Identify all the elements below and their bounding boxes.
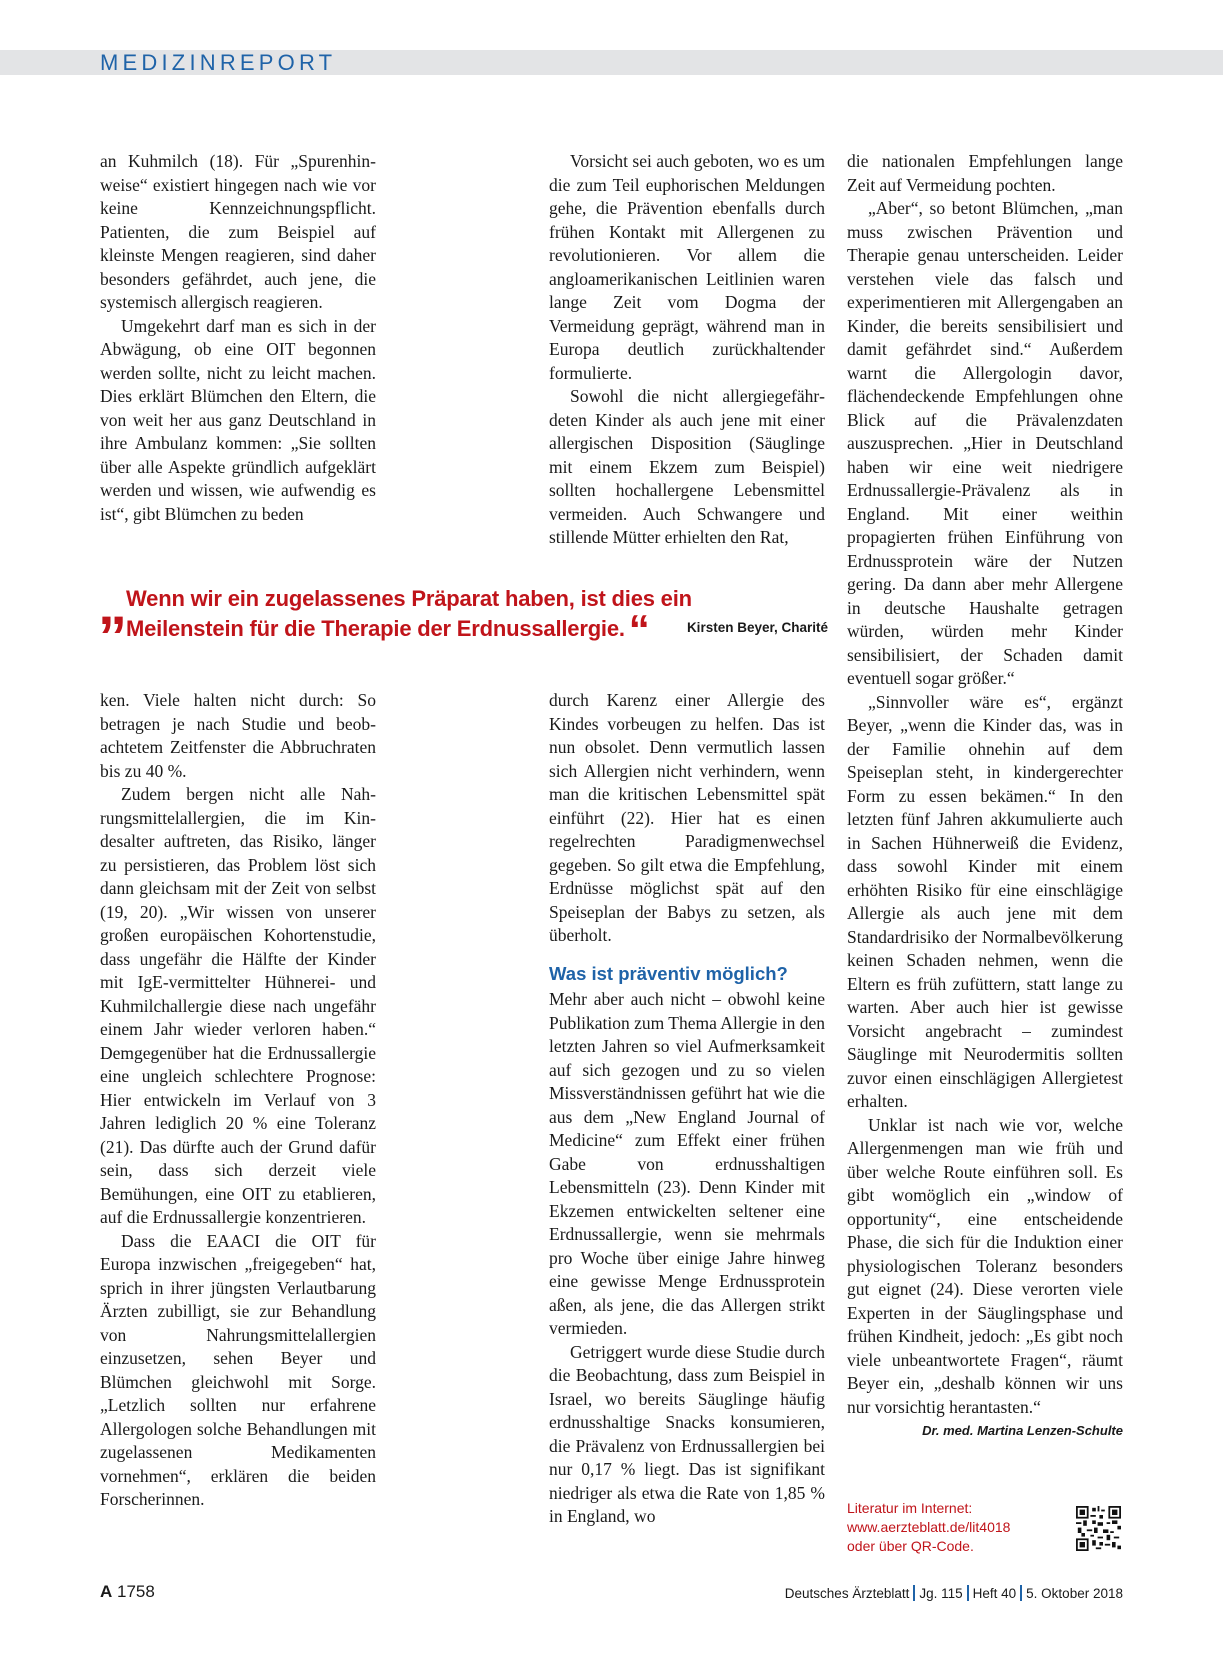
paragraph: Dass die EAACI die OIT für Europa inzwischen „freigegeben“ hat, sprich in ihrer jüngsten Verlautbarung Ärzten zubilligt, sie zur Behandlung von Nahrungsmittelallergien einzusetzen, sehen Beyer und Blümchen gleichwohl mit Sorge. „Letzlich sollten nur erfahrene Allergologen solche Behandlungen mit zugelassenen Medikamenten vornehmen“, erklären die beiden Forscherinnen. [100,1230,376,1509]
separator [913,1585,915,1601]
publication-info [785,1585,1123,1601]
paragraph: Getriggert wurde diese Studie durch die Beobachtung, dass zum Beispiel in Israel, wo bereits Säuglinge häufig erdnusshaltige Snacks konsumieren, die Prävalenz von Erdnussallergien bei nur 0,17 % liegt. Das ist signifikant niedriger als etwa die Rate von 1,85 % in England, wo [549,1341,825,1526]
column-1-top [100,150,376,526]
quote-author: Kirsten Beyer, Charité [686,620,828,635]
literature-qr-hint: oder über QR-Code. [847,1538,974,1554]
edition-letter: A [100,1582,113,1601]
page-number [100,1582,155,1602]
paragraph: Vorsicht sei auch geboten, wo es um die zum Teil euphorischen Meldungen gehe, die Prävention ebenfalls durch frühen Kontakt mit Allergenen zu revolutionieren. Vor allem die angloamerikanischen Leitlinien waren lange Zeit vom Dogma der Vermeidung geprägt, während man in Europa deutlich zurückhaltender formulierte. [549,151,825,383]
column-1-bottom [100,689,376,1512]
quote-close-mark-icon: “ [628,606,650,653]
paragraph: die nationalen Empfehlungen lange Zeit auf Vermeidung pochten. [847,151,1123,195]
author-signature: Dr. med. Martina Lenzen-Schulte [922,1423,1123,1438]
issue-date: 5. Oktober 2018 [1026,1586,1123,1601]
paragraph: Zudem bergen nicht alle Nahrungsmittelallergien, die im Kindesalter auftreten, das Risiko, länger zu persistieren, das Problem löst sich dann gleichsam mit der Zeit von selbst (19, 20). „Wir wissen von unserer großen europäischen Kohortenstudie, dass ungefähr die Hälfte der Kinder mit IgE-vermittelter Hühnerei- und Kuhmilchallergie diese nach ungefähr einem Jahr wieder verloren haben.“ Demgegenüber hat die Erdnussallergie eine ungleich schlechtere Prognose: Hier entwickeln im Verlauf von 3 Jahren lediglich 20 % eine Toleranz (21). Das dürfte auch der Grund dafür sein, dass sich derzeit viele Bemühungen, eine OIT zu etablieren, auf die Erdnussallergie konzentrieren. [100,784,376,1227]
paragraph: ken. Viele halten nicht durch: So betragen je nach Studie und beobachtetem Zeitfenster die Abbruchraten bis zu 40 %. [100,690,376,781]
volume: Jg. 115 [919,1586,963,1601]
paragraph: Mehr aber auch nicht – obwohl keine Publikation zum Thema Allergie in den letzten Jahren so viel Aufmerksamkeit auf sich gezogen und zu so vielen Missverständnissen geführt hat wie die aus dem „New England Journal of Medicine“ zum Effekt einer frühen Gabe von erdnusshaltigen Lebensmitteln (23). Denn Kinder mit Ekzemen entwickelten seltener eine Erdnussallergie, wenn sie mehrmals pro Woche über einige Jahre hinweg eine gewisse Menge Erdnussprotein aßen, als jene, die das Allergen strikt vermieden. [549,989,825,1338]
paragraph: an Kuhmilch (18). Für „Spurenhinweise“ existiert hingegen nach wie vor keine Kennzeichnungspflicht. Patienten, die zum Beispiel auf kleinste Mengen reagieren, sind daher besonders gefährdet, auch jene, die systemisch allergisch reagieren. [100,151,376,312]
column-2-bottom [549,689,825,1529]
separator [967,1585,969,1601]
subheading: Was ist präventiv möglich? [549,962,788,984]
journal-name: Deutsches Ärzteblatt [784,1586,910,1601]
column-3 [847,150,1123,1441]
paragraph: durch Karenz einer Allergie des Kindes vorbeugen zu helfen. Das ist nun obsolet. Denn vermutlich lassen sich Allergien nicht verhindern, wenn man die kritischen Lebensmittel spät einführt (22). Hier hat es einen regelrechten Paradigmenwechsel gegeben. So gilt etwa die Empfehlung, Erdnüsse möglichst spät auf den Speiseplan der Babys zu setzen, als überholt. [549,690,825,945]
quote-line-2: Meilenstein für die Therapie der Erdnussallergie. [126,616,625,641]
quote-open-mark-icon: „ [98,572,127,637]
pull-quote [98,572,828,653]
paragraph: „Sinnvoller wäre es“, ergänzt Beyer, „wenn die Kinder das, was in der Familie ohnehin auf dem Speiseplan steht, in kindergerechter Form zu essen bekämen.“ In den letzten fünf Jahren akkumulierte auch in Sachen Hühnerweiß die Evidenz, dass sowohl Kinder mit einem erhöhten Risiko für eine einschlägige Allergie als auch jene mit dem Standardrisiko der Normalbevölkerung keinen Schaden nehmen, wenn die Eltern es früh zufüttern, statt lange zu warten. Aber auch hier ist gewisse Vorsicht angebracht – zumindest Säuglinge mit Neurodermitis sollten zuvor einen einschlägigen Allergietest erhalten. [847,691,1123,1111]
literature-link[interactable]: www.aerzteblatt.de/lit4018 [847,1519,1011,1535]
paragraph: Umgekehrt darf man es sich in der Abwägung, ob eine OIT begonnen werden sollte, nicht zu leicht machen. Dies erklärt Blümchen den Eltern, die von weit her aus ganz Deutschland in ihre Ambulanz kommen: „Sie sollten über alle Aspekte gründlich aufgeklärt werden und wissen, wie aufwendig es ist“, gibt Blümchen zu beden [100,315,376,524]
column-2-top [549,150,825,550]
paragraph: „Aber“, so betont Blümchen, „man muss zwischen Prävention und Therapie genau unterscheiden. Leider verstehen viele das falsch und experimentieren mit Allergengaben an Kinder, die bereits sensibilisiert und damit gefährdet sind.“ Außerdem warnt die Allergologin davor, flächendeckende Empfehlungen ohne Blick auf die Prävalenzdaten auszusprechen. „Hier in Deutschland haben wir eine weit niedrigere Erdnussallergie-Prävalenz als in England. Mit einer weithin propagierten frühen Einführung von Erdnussprotein wäre der Nutzen gering. Da dann aber mehr Allergene in deutsche Haushalte getragen würden, würden mehr Kinder sensibilisiert, der Schaden damit eventuell sogar größer.“ [847,198,1123,688]
separator [1020,1585,1022,1601]
section-label: MEDIZINREPORT [100,50,337,75]
paragraph: Sowohl die nicht allergiegefährdeten Kinder als auch jene mit einer allergischen Disposition (Säuglinge mit einem Ekzem zum Beispiel) sollten hochallergene Lebensmittel vermeiden. Auch Schwangere und stillende Mütter erhielten den Rat, [549,386,825,547]
quote-line-2-wrapper [126,606,650,653]
issue: Heft 40 [972,1586,1017,1601]
literature-note [847,1499,1047,1556]
page-number-value: 1758 [117,1582,155,1601]
literature-label: Literatur im Internet: [847,1500,973,1516]
qr-code-icon[interactable] [1076,1506,1121,1551]
quote-line-1: Wenn wir ein zugelassenes Präparat haben, ist dies ein [126,586,692,611]
paragraph: Unklar ist nach wie vor, welche Allergenmengen man wie früh und über welche Route einführen soll. Es gibt womöglich ein „window of opportunity“, eine entscheidende Phase, die sich für die Induktion einer physiologischen Toleranz besonders gut eignet (24). Diese verorten viele Experten in der Säuglingsphase und frühen Kindheit, jedoch: „Es gibt noch viele unbeantwortete Fragen“, räumt Beyer ein, „deshalb können wir uns nur vorsichtig herantasten.“ [847,1114,1123,1417]
